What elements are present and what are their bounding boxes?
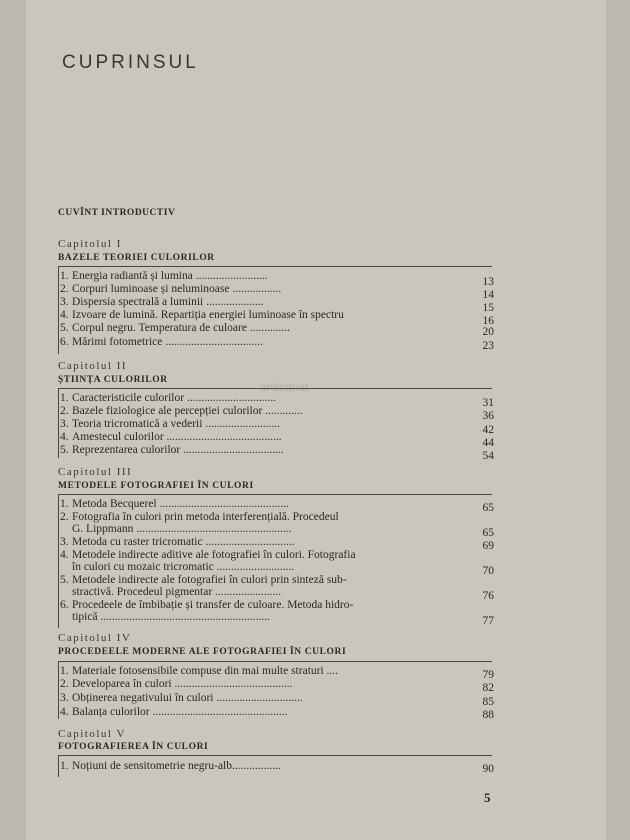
page-heading: CUPRINSUL [62,52,199,73]
chapter-margin-line [58,661,59,719]
chapter-margin-line [58,755,59,777]
chapter-label: Capitolul I [58,238,122,250]
chapter-margin-line [58,388,59,458]
page-number: 5 [484,790,491,805]
chapter-margin-line [58,494,59,628]
watermark: anticariat [260,380,309,394]
chapter-label: Capitolul IV [58,632,132,644]
chapter-title: PROCEDEELE MODERNE ALE FOTOGRAFIEI ÎN CULORI [58,647,347,657]
chapter-margin-line [58,266,59,354]
chapter-rule [58,661,492,662]
chapter-rule [58,266,492,267]
chapter-rule [58,755,492,756]
chapter-label: Capitolul V [58,728,126,740]
chapter-label: Capitolul III [58,466,133,478]
chapter-label: Capitolul II [58,360,128,372]
chapter-title: ȘTIINȚA CULORILOR [58,375,168,385]
chapter-title: BAZELE TEORIEI CULORILOR [58,253,215,263]
chapter-title: FOTOGRAFIEREA ÎN CULORI [58,742,209,752]
chapter-title: METODELE FOTOGRAFIEI ÎN CULORI [58,481,254,491]
chapter-rule [58,494,492,495]
intro-entry: CUVÎNT INTRODUCTIV [58,208,176,218]
